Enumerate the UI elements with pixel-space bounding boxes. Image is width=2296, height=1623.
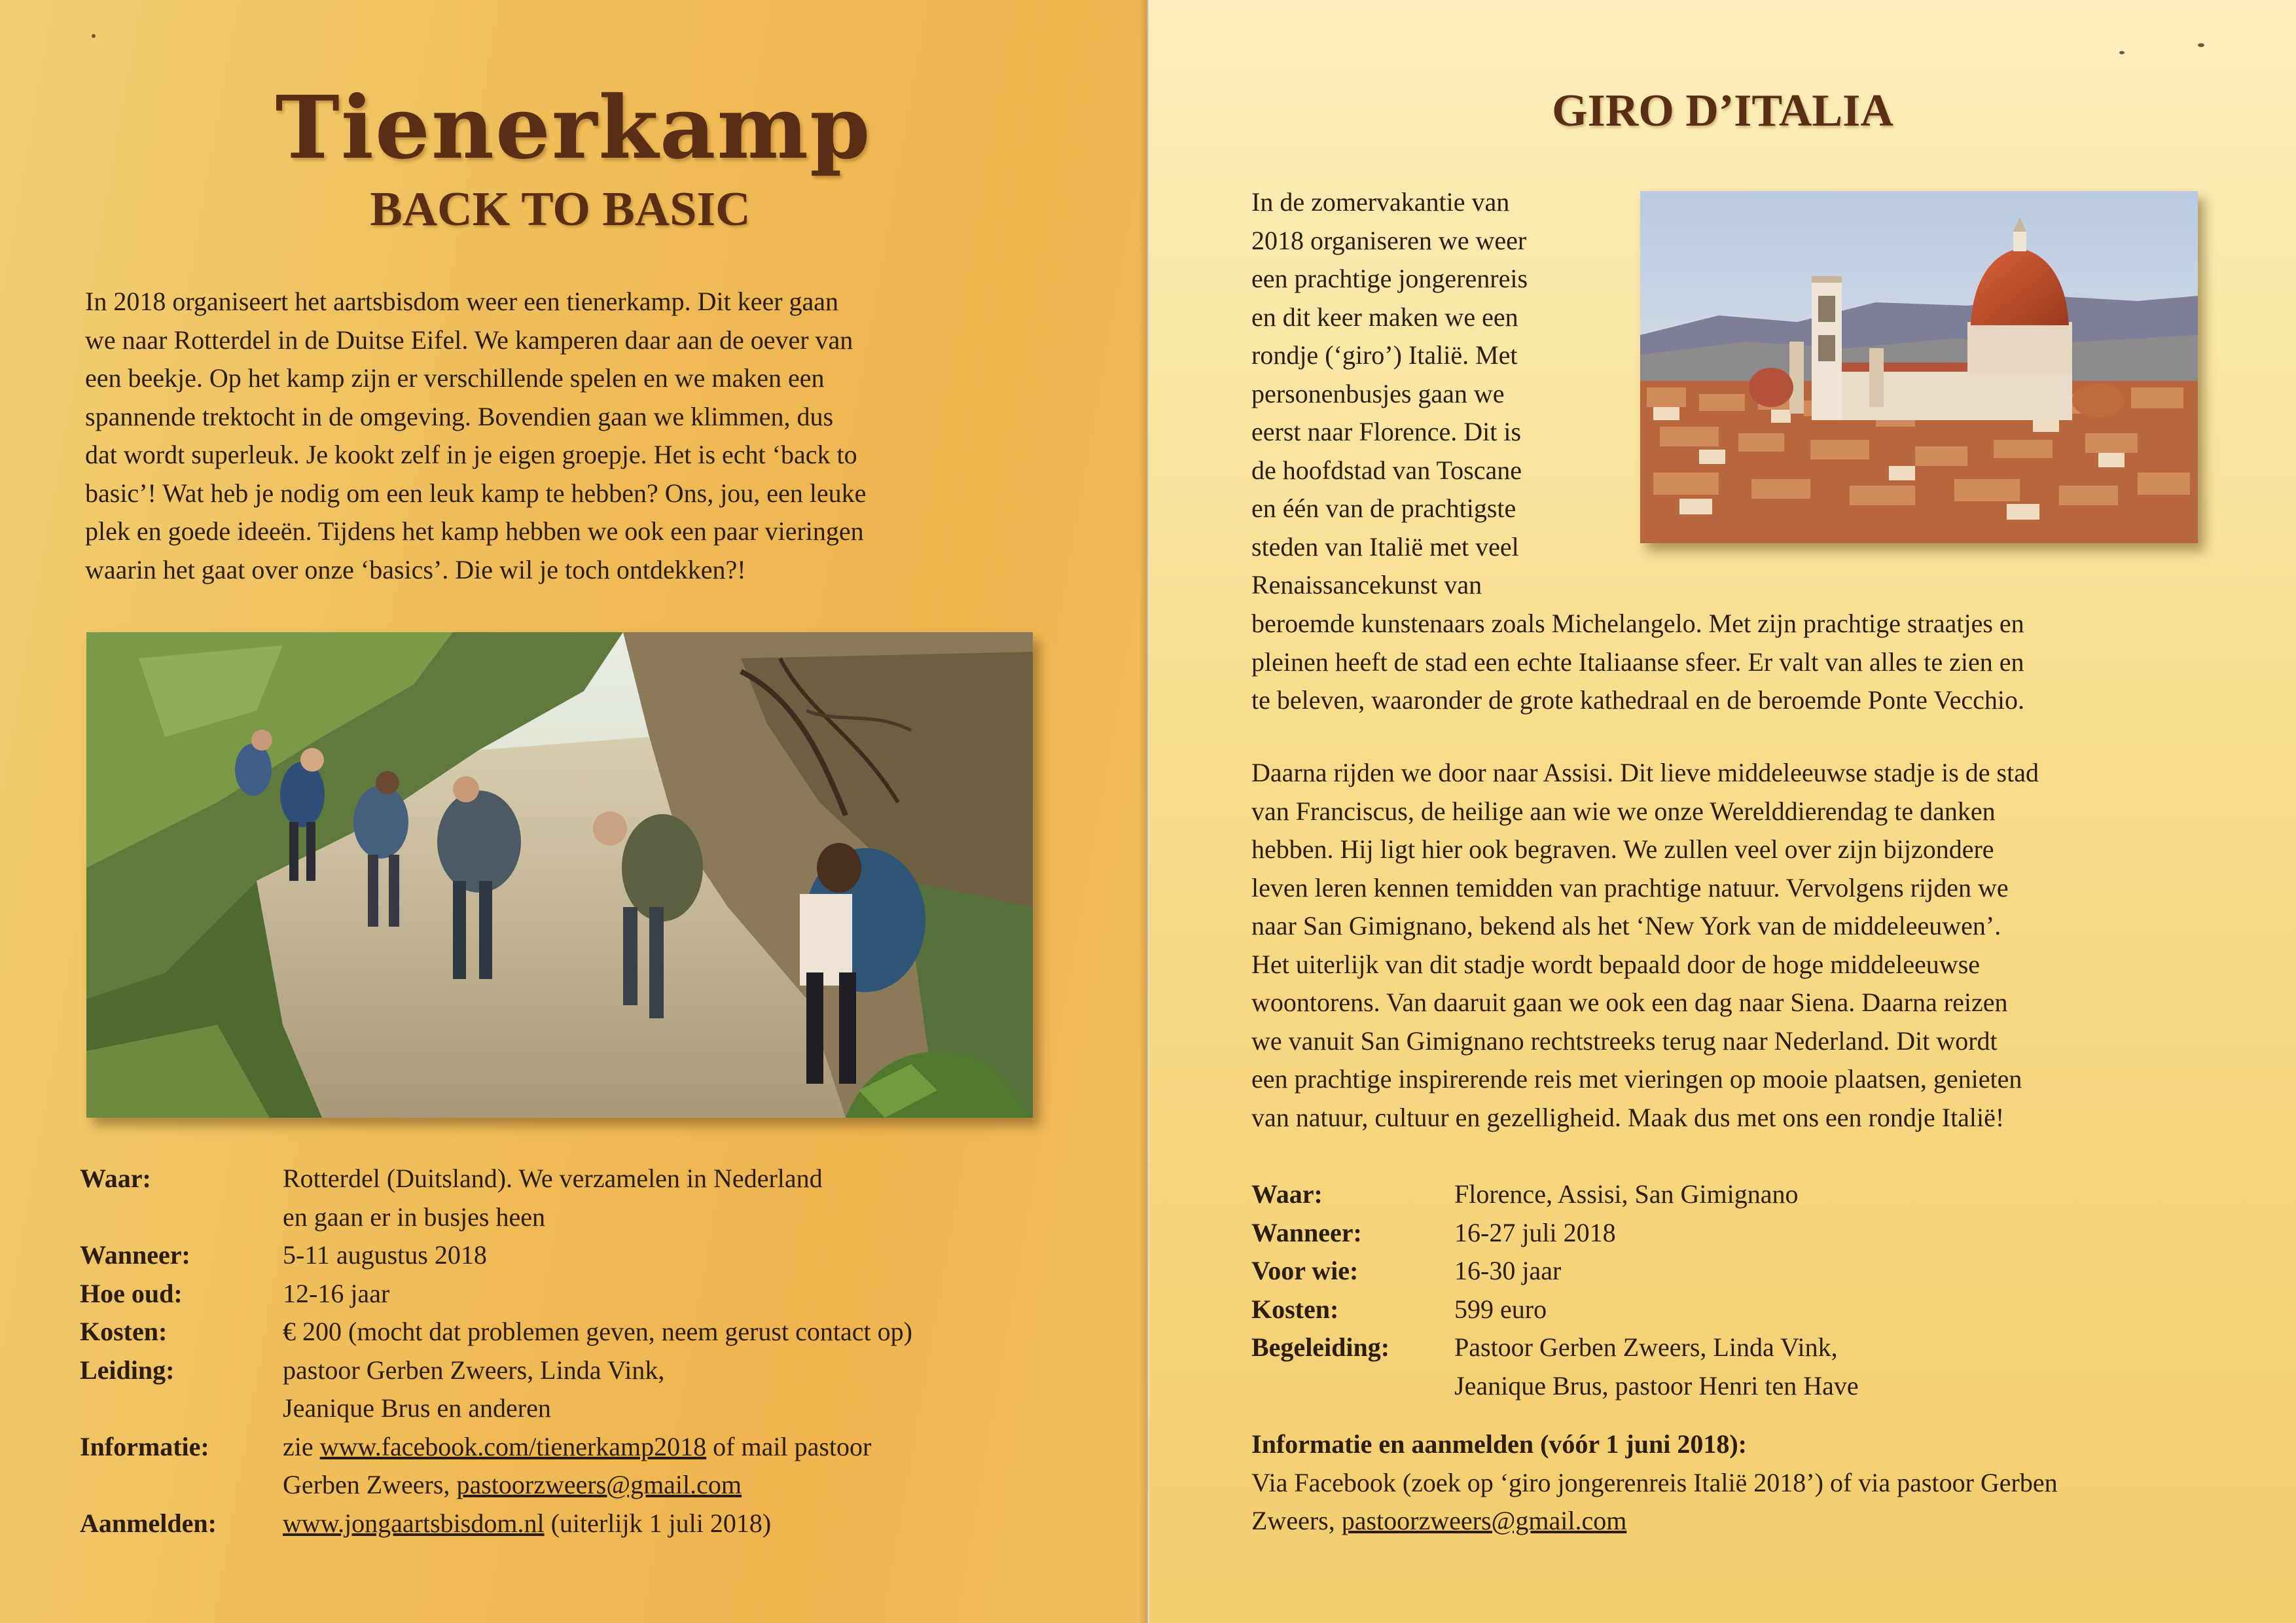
info-row-kosten: [80, 1313, 1101, 1351]
info-row-wanneer: [1251, 1214, 2233, 1253]
info-value: pastoor Gerben Zweers, Linda Vink,: [283, 1355, 665, 1385]
giro-paragraph-2: [1251, 754, 2253, 1137]
florence-photo-illustration: [1640, 191, 2198, 543]
info-row-waar: [80, 1160, 1101, 1198]
intro-line: we naar Rotterdel in de Duitse Eifel. We kamperen daar aan de oever van: [85, 325, 853, 355]
email-link[interactable]: pastoorzweers@gmail.com: [1341, 1506, 1627, 1535]
intro-line: te beleven, waaronder de grote kathedraal en de beroemde Ponte Vecchio.: [1251, 685, 2024, 715]
info-row-waar: [1251, 1175, 2233, 1214]
info-row-begeleiding-cont: [1251, 1367, 2233, 1406]
intro-line: en één van de prachtigste: [1251, 493, 1516, 523]
intro-line: waarin het gaat over onze ‘basics’. Die wil je toch ontdekken?!: [85, 554, 746, 584]
para-line: leven leren kennen temidden van prachtige natuur. Vervolgens rijden we: [1251, 872, 2009, 902]
giro-intro-narrow: [1251, 183, 1631, 605]
info-label: Hoe oud:: [80, 1278, 183, 1308]
info-value: Jeanique Brus, pastoor Henri ten Have: [1454, 1370, 1859, 1400]
intro-line: eerst naar Florence. Dit is: [1251, 417, 1522, 446]
para-line: hebben. Hij ligt hier ook begraven. We zullen veel over zijn bijzondere: [1251, 834, 1994, 864]
tienerkamp-title: Tienerkamp: [275, 77, 872, 179]
info-label: Aanmelden:: [80, 1508, 217, 1538]
intro-line: In 2018 organiseert het aartsbisdom weer een tienerkamp. Dit keer gaan: [85, 287, 839, 316]
aanmelden-line: Zweers, pastoorzweers@gmail.com: [1251, 1506, 1627, 1535]
info-row-leiding: [80, 1351, 1101, 1390]
intro-line: een prachtige jongerenreis: [1251, 264, 1528, 293]
info-row-voor-wie: [1251, 1252, 2233, 1291]
para-line: van Franciscus, de heilige aan wie we onze Werelddierendag te danken: [1251, 796, 1996, 826]
info-value: 599 euro: [1454, 1294, 1547, 1324]
website-link[interactable]: www.jongaartsbisdom.nl: [283, 1508, 545, 1538]
scan-speck: [2198, 43, 2204, 47]
para-line: we vanuit San Gimignano rechtstreeks terug naar Nederland. Dit wordt: [1251, 1026, 1998, 1056]
info-value: Florence, Assisi, San Gimignano: [1454, 1179, 1799, 1209]
info-label: Wanneer:: [80, 1240, 190, 1270]
tienerkamp-subtitle: BACK TO BASIC: [370, 183, 751, 236]
intro-line: In de zomervakantie van: [1251, 187, 1510, 217]
info-value: 16-30 jaar: [1454, 1256, 1562, 1285]
info-value: en gaan er in busjes heen: [283, 1202, 545, 1232]
info-label: Kosten:: [80, 1317, 168, 1346]
facebook-link[interactable]: www.facebook.com/tienerkamp2018: [319, 1431, 707, 1461]
info-value: Pastoor Gerben Zweers, Linda Vink,: [1454, 1332, 1838, 1362]
para-line: woontorens. Van daaruit gaan we ook een dag naar Siena. Daarna reizen: [1251, 988, 2008, 1017]
intro-line: plek en goede ideeën. Tijdens het kamp hebben we ook een paar vieringen: [85, 516, 864, 546]
scan-speck: [2119, 51, 2125, 54]
intro-line: en dit keer maken we een: [1251, 302, 1518, 332]
giro-title: GIRO D’ITALIA: [1552, 86, 1893, 136]
aanmelden-heading: Informatie en aanmelden (vóór 1 juni 2018):: [1251, 1429, 1747, 1459]
intro-line: spannende trektocht in de omgeving. Bovendien gaan we klimmen, dus: [85, 401, 834, 431]
para-line: naar San Gimignano, bekend als het ‘New York van de middeleeuwen’.: [1251, 911, 2001, 940]
para-line: een prachtige inspirerende reis met vieringen op mooie plaatsen, genieten: [1251, 1064, 2022, 1094]
info-row-wanneer: [80, 1236, 1101, 1275]
right-page: [1149, 0, 2296, 1623]
intro-line: dat wordt superleuk. Je kookt zelf in je eigen groepje. Het is echt ‘back to: [85, 440, 857, 469]
para-line: van natuur, cultuur en gezelligheid. Maak dus met ons een rondje Italië!: [1251, 1102, 2005, 1132]
intro-line: steden van Italië met veel: [1251, 531, 1519, 562]
info-row-hoe-oud: [80, 1275, 1101, 1313]
info-value: Rotterdel (Duitsland). We verzamelen in Nederland: [283, 1164, 823, 1193]
info-row-aanmelden: Aanmelden: www.jongaartsbisdom.nl (uiterlijk 1 juli 2018): [80, 1505, 1101, 1543]
info-label: Wanneer:: [1251, 1217, 1362, 1247]
hiking-photo: [86, 632, 1033, 1118]
info-value: 12-16 jaar: [283, 1278, 390, 1308]
para-line: Daarna rijden we door naar Assisi. Dit lieve middeleeuwse stadje is de stad: [1251, 758, 2039, 787]
giro-aanmelden: [1251, 1425, 2253, 1541]
info-row-kosten: [1251, 1291, 2233, 1329]
info-label: Leiding:: [80, 1355, 175, 1385]
intro-line: rondje (‘giro’) Italië. Met: [1251, 340, 1518, 370]
para-line: Het uiterlijk van dit stadje wordt bepaald door de hoge middeleeuwse: [1251, 949, 1981, 979]
info-value: 5-11 augustus 2018: [283, 1240, 487, 1270]
intro-line: beroemde kunstenaars zoals Michelangelo. Met zijn prachtige straatjes en: [1251, 609, 2024, 638]
intro-line: basic’! Wat heb je nodig om een leuk kamp te hebben? Ons, jou, een leuke: [85, 478, 867, 508]
left-page: [0, 0, 1147, 1623]
florence-photo: [1640, 191, 2198, 543]
intro-line: 2018 organiseren we weer: [1251, 225, 1527, 255]
tienerkamp-intro: [85, 283, 1106, 589]
info-label: Begeleiding:: [1251, 1332, 1390, 1362]
intro-line: de hoofdstad van Toscane: [1251, 455, 1522, 485]
info-label: Informatie:: [80, 1431, 209, 1461]
info-row-informatie-cont: Gerben Zweers, pastoorzweers@gmail.com: [283, 1470, 742, 1499]
info-row-leiding-cont: [80, 1389, 1101, 1428]
intro-line: pleinen heeft de stad een echte Italiaanse sfeer. Er valt van alles te zien en: [1251, 647, 2024, 677]
info-value: € 200 (mocht dat problemen geven, neem gerust contact op): [283, 1317, 912, 1346]
info-label: Kosten:: [1251, 1294, 1339, 1324]
giro-info: [1251, 1175, 2233, 1405]
intro-line: een beekje. Op het kamp zijn er verschillende spelen en we maken een: [85, 363, 825, 393]
aanmelden-line: Via Facebook (zoek op ‘giro jongerenreis Italië 2018’) of via pastoor Gerben: [1251, 1467, 2058, 1497]
info-label: Waar:: [80, 1164, 151, 1193]
info-row-waar-cont: [80, 1198, 1101, 1237]
scan-speck: [92, 34, 96, 38]
info-row-informatie: Informatie: zie www.facebook.com/tienerkamp2018 of mail pastoor: [80, 1428, 1101, 1467]
info-value: 16-27 juli 2018: [1454, 1217, 1616, 1247]
intro-line: personenbusjes gaan we: [1251, 378, 1505, 408]
info-row-begeleiding: [1251, 1329, 2233, 1367]
hiking-photo-illustration: [86, 632, 1033, 1118]
info-label: Voor wie:: [1251, 1256, 1359, 1285]
giro-intro-wide: [1251, 605, 2253, 720]
info-value: Jeanique Brus en anderen: [283, 1393, 551, 1423]
intro-line: Renaissancekunst van: [1251, 570, 1482, 599]
tienerkamp-info: [80, 1160, 1101, 1543]
email-link[interactable]: pastoorzweers@gmail.com: [456, 1470, 742, 1499]
info-label: Waar:: [1251, 1179, 1323, 1209]
